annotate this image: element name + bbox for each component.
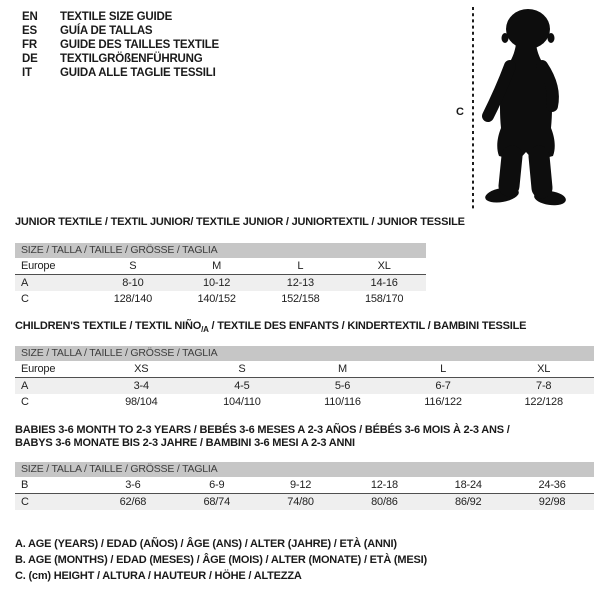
size-cell: 158/170 [364, 293, 404, 305]
language-row-es [22, 24, 219, 38]
row-label: B [15, 477, 91, 494]
height-measure-line [471, 7, 475, 209]
toddler-silhouette-icon [478, 8, 575, 206]
size-cell: 80/86 [371, 496, 398, 508]
size-cell: 74/80 [287, 496, 314, 508]
language-title: TEXTILE SIZE GUIDE [60, 11, 173, 23]
size-header-bar: SIZE / TALLA / TAILLE / GRÖSSE / TAGLIA [15, 346, 594, 361]
note-age-months: B. AGE (MONTHS) / EDAD (MESES) / ÂGE (MOIS) / ALTER (MONATE) / ETÀ (MESI) [15, 554, 427, 566]
table-row [15, 361, 594, 378]
size-header-bar: SIZE / TALLA / TAILLE / GRÖSSE / TAGLIA [15, 462, 594, 477]
section-title: BABIES 3-6 MONTH TO 2-3 YEARS / BEBÉS 3-6 MESES A 2-3 AÑOS / BÉBÉS 3-6 MOIS À 2-3 ANS / BABYS 3-6 MONATE BIS 2-3 JAHRE / BAMBINI 3-6 MESI A 2-3 ANNI [15, 424, 510, 449]
row-label: Europe [15, 258, 91, 275]
row-label: A [21, 277, 29, 289]
size-cell: 92/98 [538, 496, 566, 508]
table-row [15, 378, 594, 395]
size-cell: S [91, 258, 175, 275]
language-list [22, 10, 219, 80]
size-cell: 62/68 [119, 496, 147, 508]
table-row [15, 291, 426, 307]
size-cell: XS [91, 361, 192, 378]
size-cell: M [292, 361, 393, 378]
size-cell: 6-9 [175, 477, 259, 494]
table-row [15, 477, 594, 494]
size-cell: 98/104 [125, 396, 158, 408]
size-cell: 5-6 [334, 380, 351, 392]
table-row [15, 394, 594, 410]
size-cell: 10-12 [203, 277, 231, 289]
language-title: GUIDA ALLE TAGLIE TESSILI [60, 67, 216, 79]
note-age-years: A. AGE (YEARS) / EDAD (AÑOS) / ÂGE (ANS) / ALTER (JAHRE) / ETÀ (ANNI) [15, 538, 397, 550]
size-cell: XL [493, 361, 594, 378]
size-cell: 7-8 [536, 380, 552, 392]
size-cell: 104/110 [223, 396, 261, 408]
table-row [15, 258, 426, 275]
size-cell: 68/74 [203, 496, 230, 508]
size-cell: 110/116 [324, 396, 361, 408]
size-cell: 3-6 [91, 477, 175, 494]
section-junior-textile [15, 216, 465, 308]
row-label: Europe [15, 361, 91, 378]
section-title: CHILDREN'S TEXTILE / TEXTIL $NIÑO_{/A}$ / TEXTILE DES ENFANTS / KINDERTEXTIL / BAMBINI TESSILE [15, 320, 527, 335]
size-cell: L [259, 258, 343, 275]
table-row [15, 275, 426, 292]
size-cell: XL [342, 258, 426, 275]
row-label: C [21, 293, 29, 305]
size-cell: 12-13 [286, 277, 314, 289]
language-row-it [22, 66, 219, 80]
language-title: GUIDE DES TAILLES TEXTILE [60, 39, 219, 51]
size-cell: 4-5 [234, 380, 250, 392]
language-code: EN [22, 11, 38, 23]
size-table-babies [15, 477, 594, 510]
size-cell: 86/92 [454, 496, 482, 508]
section-title: JUNIOR TEXTILE / TEXTIL JUNIOR/ TEXTILE JUNIOR / JUNIORTEXTIL / JUNIOR TESSILE [15, 216, 465, 228]
size-cell: 24-36 [510, 477, 594, 494]
row-label: C [21, 496, 29, 508]
language-code: FR [22, 39, 37, 51]
size-cell: 140/152 [197, 293, 236, 305]
language-row-de [22, 52, 219, 66]
size-cell: 14-16 [370, 277, 398, 289]
height-measure-label: C [456, 106, 464, 118]
language-code: DE [22, 53, 38, 65]
language-title: GUÍA DE TALLAS [60, 25, 153, 37]
language-row-fr [22, 38, 219, 52]
language-row-en [22, 10, 219, 24]
legend-notes [15, 536, 427, 584]
size-cell: 9-12 [259, 477, 343, 494]
section-childrens-textile [15, 320, 594, 412]
table-row [15, 494, 594, 511]
section-babies-textile [15, 424, 594, 512]
language-code: IT [22, 67, 32, 79]
size-cell: 128/140 [113, 293, 153, 305]
language-code: ES [22, 25, 37, 37]
row-label: C [21, 396, 29, 408]
size-header-bar: SIZE / TALLA / TAILLE / GRÖSSE / TAGLIA [15, 243, 426, 258]
size-cell: 8-10 [122, 277, 144, 289]
note-height: C. (cm) HEIGHT / ALTURA / HAUTEUR / HÖHE / ALTEZZA [15, 570, 302, 582]
size-cell: 6-7 [435, 380, 451, 392]
size-cell: S [192, 361, 293, 378]
size-cell: 18-24 [426, 477, 510, 494]
size-cell: 12-18 [342, 477, 426, 494]
size-cell: 152/158 [281, 293, 320, 305]
size-table-junior [15, 258, 426, 307]
size-cell: 116/122 [424, 396, 462, 408]
size-cell: L [393, 361, 494, 378]
size-cell: 122/128 [524, 396, 563, 408]
row-label: A [21, 380, 29, 392]
size-cell: 3-4 [133, 380, 149, 392]
size-table-children [15, 361, 594, 410]
size-cell: M [175, 258, 259, 275]
language-title: TEXTILGRÖßENFÜHRUNG [60, 53, 203, 65]
